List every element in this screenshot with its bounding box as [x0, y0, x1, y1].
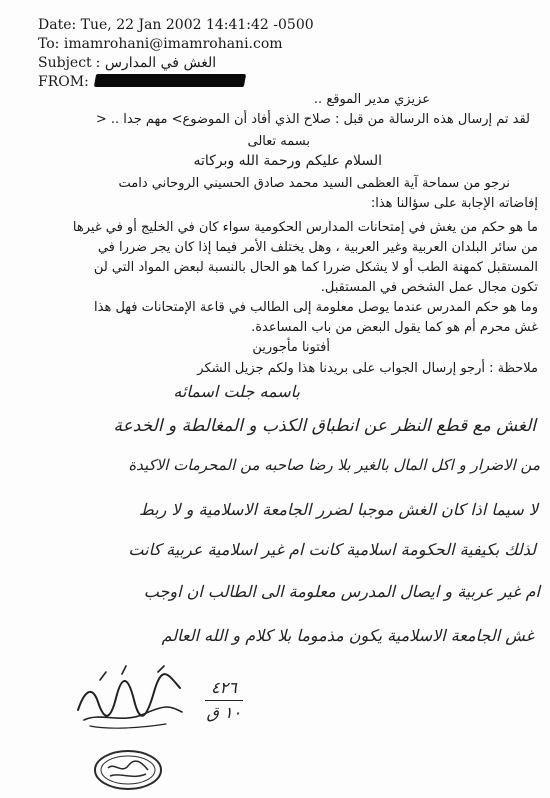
to-line: To: imamrohani@imamrohani.com	[38, 36, 283, 52]
sent-notice: لقد تم إرسال هذه الرسالة من قبل : صلاح الذي أفاد أن الموضوع> مهم جدا .. <	[95, 112, 530, 127]
handwritten-basmala: باسمه جلت اسمائه	[173, 382, 300, 401]
request-line-2: إفاضاته الإجابة على سؤالنا هذا:	[370, 196, 538, 211]
handwritten-line-3: لا سيما اذا كان الغش موجبا لضرر الجامعة الاسلامية و لا ربط	[139, 500, 538, 519]
question-1-line-2: من سائر البلدان العربية وغير العربية ، وهل يختلف الأمر فيما إذا كان يجر ضررا في	[97, 240, 538, 255]
from-line	[38, 73, 314, 92]
subject-value: الغش في المدارس :	[95, 55, 217, 71]
salam: السلام عليكم ورحمة الله وبركاته	[193, 153, 382, 169]
handwritten-line-4: لذلك بكيفية الحكومة اسلامية كانت ام غير اسلامية عربية كانت	[128, 540, 536, 559]
reference-numbers	[205, 676, 243, 725]
aftouna: أفتونا مأجورين	[252, 340, 330, 355]
reference-number-top: ٤٢٦	[205, 676, 243, 701]
redaction-bar	[94, 74, 246, 87]
handwritten-line-2: من الاضرار و اكل المال بالغير بلا رضا صاحبه من المحرمات الاكيدة	[128, 456, 540, 474]
subject-label: Subject	[38, 55, 92, 71]
date-line: Date: Tue, 22 Jan 2002 14:41:42 -0500	[38, 17, 314, 33]
greeting: عزيزي مدير الموقع ..	[313, 92, 430, 107]
handwritten-line-5: ام غير عربية و ايصال المدرس معلومة الى الطالب ان اوجب	[143, 582, 540, 601]
signature-scribble	[70, 662, 188, 732]
question-1-line-4: تكون مجال عمل الشخص في المستقبل.	[320, 280, 538, 295]
question-2-line-1: وما هو حكم المدرس عندما يوصل معلومة إلى الطالب في قاعة الإمتحانات فهل هذا	[94, 300, 538, 315]
handwritten-line-1: الغش مع قطع النظر عن انطباق الكذب و المغالطة و الخدعة	[113, 416, 536, 436]
email-header	[38, 16, 314, 92]
handwritten-line-6: غش الجامعة الاسلامية يكون مذموما بلا كلام و الله العالم	[161, 626, 534, 645]
subject-line	[38, 54, 314, 73]
question-2-line-2: غش محرم أم هو كما يقول البعض من باب المساعدة.	[251, 320, 538, 335]
question-1-line-1: ما هو حكم من يغش في إمتحانات المدارس الحكومية سواء كان في الخليج أو في غيرها	[72, 220, 538, 235]
request-line-1: نرجو من سماحة آية العظمى السيد محمد صادق الحسيني الروحاني دامت	[118, 176, 510, 191]
from-label: FROM:	[38, 74, 89, 90]
seal-stamp	[92, 748, 164, 792]
bismillah: بسمه تعالى	[247, 134, 310, 149]
note-line: ملاحظة : أرجو إرسال الجواب على بريدنا هذا ولكم جزيل الشكر	[197, 361, 538, 376]
question-1-line-3: المستقبل كمهنة الطب أو لا يشكل ضررا كما هو الحال بالنسبة لبعض المواد التي لن	[93, 260, 538, 275]
reference-number-bottom: ١٠ ق	[206, 703, 242, 722]
